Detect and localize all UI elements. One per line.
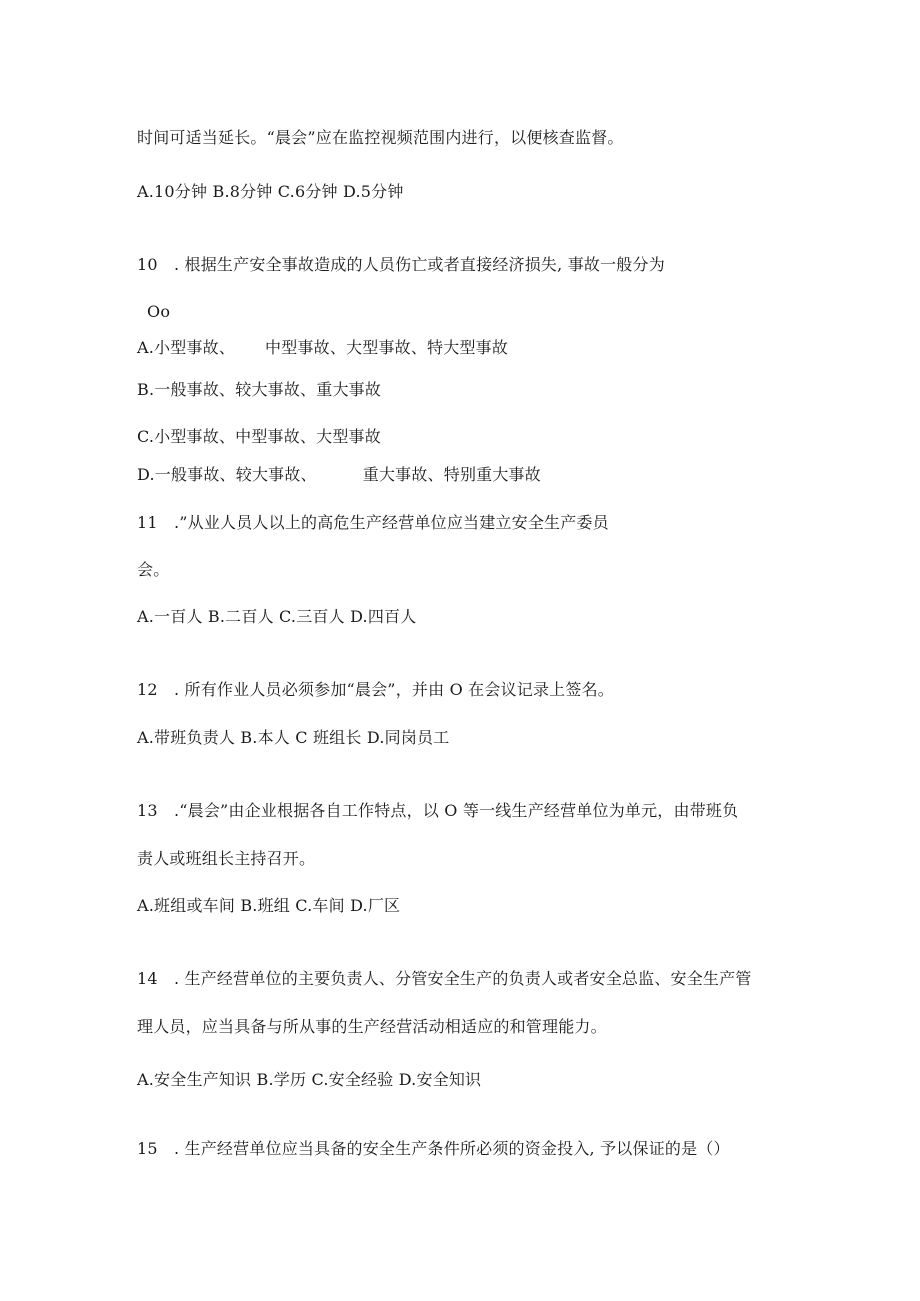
question-13-cont: 责人或班组长主持召开。 [137,849,316,868]
question-12: 12 . 所有作业人员必须参加“晨会”，并由 O 在会议记录上签名。 [137,680,614,699]
option-10-c: C.小型事故、中型事故、大型事故 [137,427,381,446]
question-11-cont: 会。 [137,560,170,579]
options-q9: A.10分钟 B.8分钟 C.6分钟 D.5分钟 [137,182,404,201]
text-line-continuation: 时间可适当延长。“晨会”应在监控视频范围内进行，以便核查监督。 [137,128,624,147]
question-11: 11 .”从业人员人以上的高危生产经营单位应当建立安全生产委员 [137,513,609,532]
question-14: 14 . 生产经营单位的主要负责人、分管安全生产的负责人或者安全总监、安全生产管 [137,969,752,988]
options-q11: A.一百人 B.二百人 C.三百人 D.四百人 [137,607,417,626]
question-13: 13 .“晨会”由企业根据各自工作特点，以 O 等一线生产经营单位为单元，由带班负 [137,801,739,820]
options-q12: A.带班负责人 B.本人 C 班组长 D.同岗员工 [137,728,450,747]
question-14-cont: 理人员，应当具备与所从事的生产经营活动相适应的和管理能力。 [137,1017,607,1036]
option-10-d-part2: 重大事故、特别重大事故 [362,465,541,484]
option-10-a [137,338,508,358]
question-10-blank: Oo [147,302,171,321]
options-q13: A.班组或车间 B.班组 C.车间 D.厂区 [137,896,401,915]
option-10-a-part2: 中型事故、大型事故、特大型事故 [265,338,509,357]
option-10-a-part1: A.小型事故、 [137,338,236,357]
question-15: 15 . 生产经营单位应当具备的安全生产条件所必须的资金投入, 予以保证的是（） [137,1139,730,1158]
option-10-d [137,465,541,485]
option-10-b: B.一般事故、较大事故、重大事故 [137,380,382,399]
question-10: 10 . 根据生产安全事故造成的人员伤亡或者直接经济损失, 事故一般分为 [137,255,665,274]
options-q14: A.安全生产知识 B.学历 C.安全经验 D.安全知识 [137,1070,482,1089]
option-10-d-part1: D.一般事故、较大事故、 [137,465,317,484]
